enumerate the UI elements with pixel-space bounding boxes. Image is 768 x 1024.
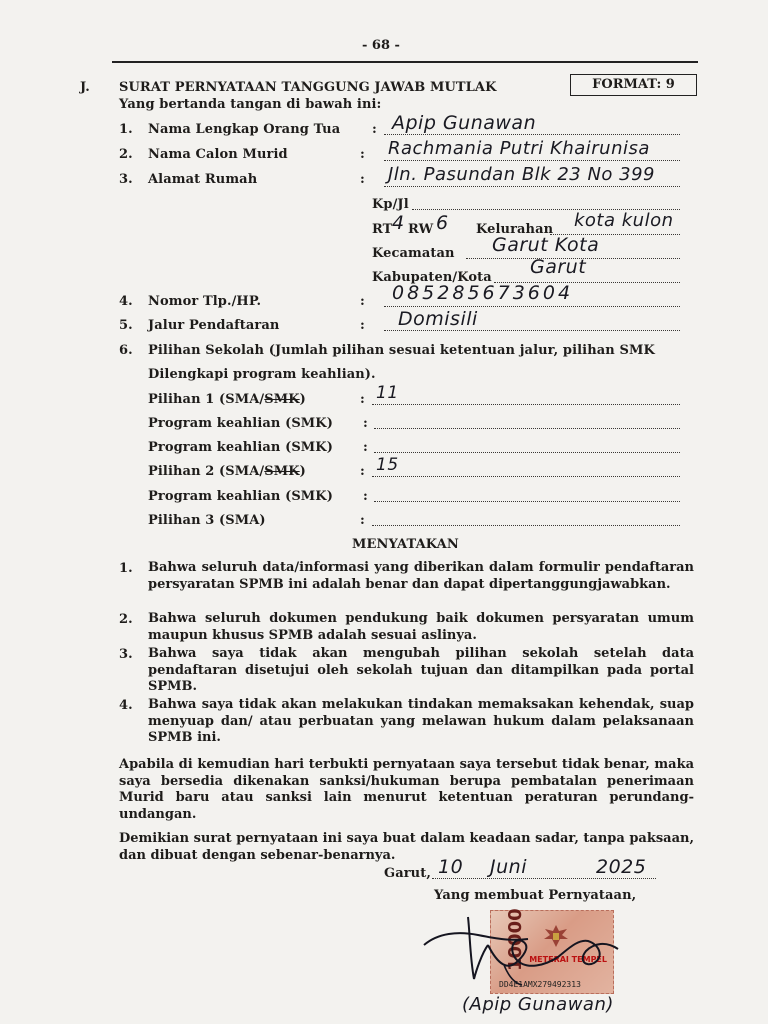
field-colon: : (360, 513, 365, 528)
handwritten-kecamatan: Garut Kota (492, 234, 600, 256)
statement-number: 3. (119, 647, 133, 662)
choice-2-label: Pilihan 2 (SMA/SMK) (148, 464, 306, 479)
handwritten-date-year: 2025 (596, 856, 647, 878)
input-line-parent-name[interactable] (384, 134, 680, 135)
field-colon: : (360, 172, 365, 187)
field-label-phone: Nomor Tlp./HP. (148, 294, 262, 309)
rt-label: RT (372, 222, 393, 237)
rw-label: RW (408, 222, 434, 237)
input-line-choice-2[interactable] (372, 476, 680, 477)
field-colon: : (363, 440, 368, 455)
input-line-program[interactable] (374, 428, 680, 429)
kelurahan-label: Kelurahan (476, 222, 554, 237)
field-colon: : (360, 392, 365, 407)
field-number: 4. (119, 294, 133, 309)
input-line-program[interactable] (374, 452, 680, 453)
handwritten-date-month: Juni (490, 856, 527, 878)
field-colon: : (360, 294, 365, 309)
kp-label: Kp/Jl (372, 197, 409, 212)
field-number: 6. (119, 343, 133, 358)
program-label: Program keahlian (SMK) (148, 440, 333, 455)
field-colon: : (363, 489, 368, 504)
kecamatan-label: Kecamatan (372, 246, 455, 261)
handwritten-student-name: Rachmania Putri Khairunisa (388, 138, 650, 159)
field-number: 1. (119, 122, 133, 137)
input-line-program[interactable] (374, 501, 680, 502)
declaration-heading: MENYATAKAN (352, 537, 459, 552)
header-rule (112, 61, 698, 63)
input-line-registration-path[interactable] (384, 330, 680, 331)
handwritten-kelurahan: kota kulon (574, 210, 674, 231)
input-line-choice-1[interactable] (372, 404, 680, 405)
stamp-code: DD4E1AMX279492313 (499, 980, 581, 989)
page-number: - 68 - (362, 38, 400, 53)
handwritten-rt: 4 (392, 212, 405, 234)
statement-text: Bahwa seluruh dokumen pendukung baik dokumen persyaratan umum maupun khusus SPMB adalah sesuai aslinya. (148, 611, 694, 643)
school-choice-heading: Pilihan Sekolah (Jumlah pilihan sesuai ketentuan jalur, pilihan SMK (148, 343, 655, 358)
statement-text: Bahwa saya tidak akan mengubah pilihan sekolah setelah data pendaftaran disetujui oleh sekolah tujuan dan ditampilkan pada portal SPMB. (148, 646, 694, 694)
field-label-student-name: Nama Calon Murid (148, 147, 288, 162)
program-label: Program keahlian (SMK) (148, 416, 333, 431)
field-colon: : (360, 464, 365, 479)
field-label-registration-path: Jalur Pendaftaran (148, 318, 280, 333)
input-line-choice-3[interactable] (372, 525, 680, 526)
field-colon: : (372, 122, 377, 137)
stamp-label: METERAI TEMPEL (529, 955, 607, 964)
handwritten-kabupaten: Garut (530, 256, 587, 278)
signer-label: Yang membuat Pernyataan, (434, 888, 637, 903)
handwritten-registration-path: Domisili (398, 308, 478, 330)
statement-text: Bahwa seluruh data/informasi yang diberikan dalam formulir pendaftaran persyaratan SPMB ini adalah benar dan dapat dipertanggungjawabkan. (148, 560, 694, 592)
section-letter: J. (80, 80, 90, 95)
statement-number: 1. (119, 561, 133, 576)
statement-number: 2. (119, 612, 133, 627)
stamp-value: 10000 (505, 908, 526, 971)
format-badge: FORMAT: 9 (570, 74, 697, 96)
handwritten-date-day: 10 (438, 856, 464, 878)
handwritten-choice-2: 15 (376, 455, 399, 475)
field-number: 3. (119, 172, 133, 187)
input-line-student-name[interactable] (384, 160, 680, 161)
field-colon: : (360, 147, 365, 162)
handwritten-rw: 6 (436, 212, 449, 234)
statement-number: 4. (119, 698, 133, 713)
signature-drawing (418, 905, 638, 995)
statement-text: Bahwa saya tidak akan melakukan tindakan memaksakan kehendak, suap menyuap dan/ atau perbuatan yang melawan hukum dalam pelaksanaan SPMB ini. (148, 697, 694, 745)
field-label-address: Alamat Rumah (148, 172, 258, 187)
kabupaten-label: Kabupaten/Kota (372, 270, 492, 285)
handwritten-parent-name: Apip Gunawan (392, 112, 537, 134)
input-line-phone[interactable] (384, 306, 680, 307)
handwritten-phone: 085285673604 (392, 282, 574, 304)
choice-3-label: Pilihan 3 (SMA) (148, 513, 266, 528)
handwritten-choice-1: 11 (376, 383, 399, 403)
handwritten-address: Jln. Pasundan Blk 23 No 399 (388, 164, 656, 185)
choice-1-label: Pilihan 1 (SMA/SMK) (148, 392, 306, 407)
field-colon: : (360, 318, 365, 333)
consequence-paragraph: Apabila di kemudian hari terbukti pernyataan saya tersebut tidak benar, maka saya bersedia dikenakan sanksi/hukuman berupa pembatalan penerimaan Murid baru atau sanksi lain menurut ketentuan peraturan perundang-undangan. (119, 757, 694, 822)
input-line-address[interactable] (384, 186, 680, 187)
handwritten-signer-name: (Apip Gunawan) (462, 994, 614, 1015)
field-label-parent-name: Nama Lengkap Orang Tua (148, 122, 341, 137)
field-number: 2. (119, 147, 133, 162)
form-heading: SURAT PERNYATAAN TANGGUNG JAWAB MUTLAK (119, 80, 497, 95)
closing-paragraph: Demikian surat pernyataan ini saya buat dalam keadaan sadar, tanpa paksaan, dan dibuat dengan sebenar-benarnya. (119, 831, 694, 863)
school-choice-subheading: Dilengkapi program keahlian). (148, 367, 376, 382)
program-label: Program keahlian (SMK) (148, 489, 333, 504)
intro-text: Yang bertanda tangan di bawah ini: (119, 97, 382, 112)
place-label: Garut, (384, 866, 431, 881)
field-number: 5. (119, 318, 133, 333)
field-colon: : (363, 416, 368, 431)
input-line-date[interactable] (432, 878, 656, 879)
